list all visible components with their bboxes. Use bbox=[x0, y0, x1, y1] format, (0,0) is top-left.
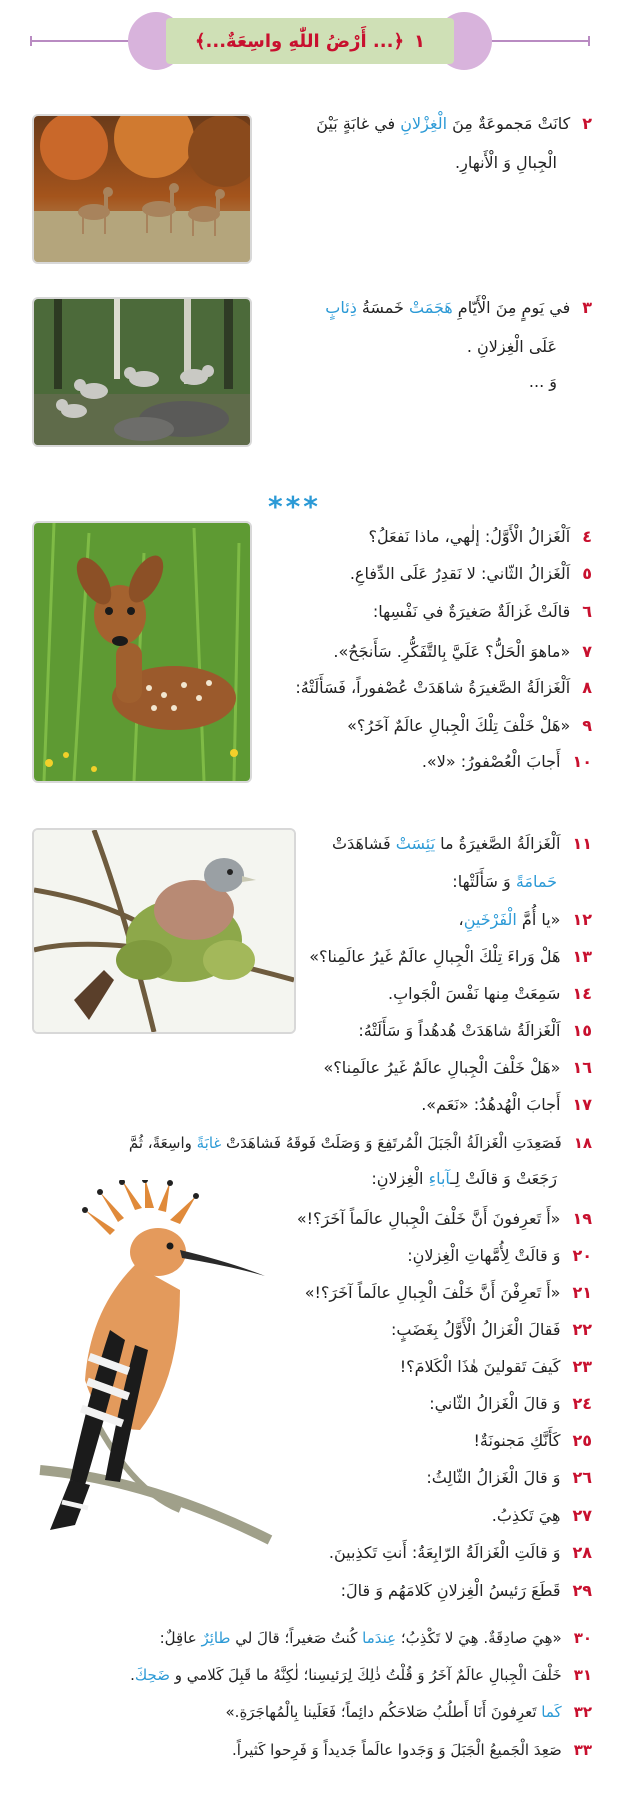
deer-herd-photo bbox=[32, 114, 252, 264]
story-line-16: ١٦«هَلْ خَلْفَ الْجِبالِ عالَمٌ غَيرُ عالَمِنا؟» bbox=[323, 1058, 592, 1077]
story-line-18: ١٨فَصَعِدَتِ الْغَزالَةُ الْجَبَلَ الْمُرتَفِعَ وَ وَصَلَتْ فَوقَهُ فَشاهَدَتْ غابَةً واسِعَةً، ثُمَّ bbox=[128, 1134, 592, 1152]
story-line-12: ١٢«يا أُمَّ الْفَرْخَينِ، bbox=[458, 910, 592, 929]
story-line-9: ٩«هَلْ خَلْفَ تِلْكَ الْجِبالِ عالَمٌ آخَرُ؟» bbox=[347, 716, 592, 735]
pigeon-icon bbox=[34, 830, 294, 1032]
lesson-title-banner bbox=[128, 12, 492, 70]
story-line-3: ٣في يَومٍ مِنَ الْأَيّامِ هَجَمَتْ خَمسَةُ ذِئابٍ bbox=[325, 298, 592, 317]
story-line-14: ١٤سَمِعَتْ مِنها نَفْسَ الْجَوابِ. bbox=[388, 984, 592, 1003]
section-divider-stars: *** bbox=[268, 490, 321, 523]
story-line-11: ١١اَلْغَزالَةُ الصَّغيرَةُ ما يَئِسَتْ فَشاهَدَتْ bbox=[332, 834, 592, 853]
story-line-30: ٣٠«هِيَ صادِقَةٌ. هِيَ لا تَكْذِبُ؛ عِندَما كُنتُ صَغيراً؛ قالَ لي طائِرٌ عاقِلٌ: bbox=[159, 1629, 592, 1647]
story-line-32: ٣٢كَما تَعرِفونَ أَنَا أَطلُبُ صَلاحَكُم دائِماً؛ فَعَلَينا بِالْمُهاجَرَةِ.» bbox=[225, 1703, 592, 1721]
story-line-4: ٤اَلْغَزالُ الْأَوَّلُ: إلٰهي، ماذا نَفعَلُ؟ bbox=[368, 527, 592, 546]
story-line-31: ٣١خَلْفَ الْجِبالِ عالَمٌ آخَرُ وَ قُلْتُ ذٰلِكَ لِرَئيسِنا؛ لٰكِنَّهُ ما قَبِلَ كَلامي و ضَحِكَ. bbox=[130, 1666, 592, 1684]
story-line-7: ٧«ماهوَ الْحَلُّ؟ عَلَيَّ بِالتَّفَكُّرِ. سَأَنجَحُ». bbox=[333, 642, 592, 661]
fawn-photo bbox=[32, 521, 252, 783]
story-line-15: ١٥اَلْغَزالَةُ شاهَدَتْ هُدهُداً وَ سَأَلَتْهُ: bbox=[358, 1021, 592, 1040]
story-line-24: ٢٤وَ قالَ الْغَزالُ الثّاني: bbox=[429, 1394, 592, 1413]
story-line-20: ٢٠وَ قالَتْ لِأُمَّهاتِ الْغِزلانِ: bbox=[407, 1246, 592, 1265]
lesson-number: ١ bbox=[414, 30, 425, 52]
wolves-photo bbox=[32, 297, 252, 447]
hoopoe-icon bbox=[30, 1180, 275, 1545]
lesson-title bbox=[166, 18, 454, 64]
wolves-icon bbox=[34, 299, 250, 445]
story-line-3b: عَلَى الْغِزلانِ . bbox=[466, 337, 557, 356]
story-line-22: ٢٢فَقالَ الْغَزالُ الْأَوَّلُ بِغَضَبٍ: bbox=[390, 1320, 592, 1339]
story-line-26: ٢٦وَ قالَ الْغَزالُ الثّالِثُ: bbox=[426, 1468, 592, 1487]
story-line-11b: حَمامَةً وَ سَأَلَتْها: bbox=[452, 872, 557, 891]
fawn-icon bbox=[34, 523, 250, 781]
story-line-17: ١٧أَجابَ الْهُدهُدُ: «نَعَم». bbox=[421, 1095, 592, 1114]
story-line-8: ٨اَلْغَزالَةُ الصَّغيرَةُ شاهَدَتْ عُصْفوراً، فَسَأَلَتْهُ: bbox=[295, 678, 592, 697]
deer-herd-icon bbox=[34, 116, 250, 262]
story-line-18b: رَجَعَتْ وَ قالَتْ لِـآباءِ الْغِزلانِ: bbox=[371, 1169, 557, 1188]
story-line-6: ٦قالَتْ غَزالَةٌ صَغيرَةٌ في نَفْسِها: bbox=[372, 602, 592, 621]
story-line-10: ١٠أَجابَ الْعُصْفورُ: «لا». bbox=[421, 752, 592, 771]
story-line-2b: الْجِبالِ وَ الْأَنهارِ. bbox=[455, 153, 557, 172]
story-line-27: ٢٧هِيَ تَكذِبُ. bbox=[491, 1506, 592, 1525]
hoopoe-illustration bbox=[30, 1180, 275, 1545]
story-line-33: ٣٣صَعِدَ الْجَميعُ الْجَبَلَ وَ وَجَدوا عالَماً جَديداً وَ فَرِحوا كَثيراً. bbox=[231, 1741, 592, 1759]
story-line-5: ٥اَلْغَزالُ الثّاني: لا نَقدِرُ عَلَى الدِّفاعِ. bbox=[349, 564, 592, 583]
pigeon-photo bbox=[32, 828, 296, 1034]
story-line-25: ٢٥كَأَنَّكِ مَجنونَةٌ! bbox=[473, 1431, 592, 1450]
story-line-19: ١٩«أَ تَعرِفونَ أَنَّ خَلْفَ الْجِبالِ عالَماً آخَرَ؟!» bbox=[296, 1209, 592, 1228]
story-line-23: ٢٣كَيفَ تَقولينَ هٰذَا الْكَلامَ؟! bbox=[399, 1357, 592, 1376]
story-line-28: ٢٨وَ قالَتِ الْغَزالَةُ الرّابِعَةُ: أَنتِ تَكذِبينَ. bbox=[328, 1543, 592, 1562]
story-line-21: ٢١«أَ تَعرِفْنَ أَنَّ خَلْفَ الْجِبالِ عالَماً آخَرَ؟!» bbox=[304, 1283, 592, 1302]
story-line-3c: وَ ... bbox=[528, 372, 557, 391]
story-line-13: ١٣هَلْ وَراءَ تِلْكَ الْجِبالِ عالَمٌ غَيرُ عالَمِنا؟» bbox=[309, 947, 592, 966]
story-line-29: ٢٩قَطَعَ رَئيسُ الْغِزلانِ كَلامَهُم وَ قالَ: bbox=[340, 1581, 592, 1600]
lesson-title-text: ﴿... أَرْضُ اللّٰهِ واسِعَةٌ...﴾ bbox=[195, 30, 404, 52]
story-line-2: ٢كانَتْ مَجموعَةٌ مِنَ الْغِزْلانِ في غابَةٍ بَيْنَ bbox=[316, 114, 592, 133]
